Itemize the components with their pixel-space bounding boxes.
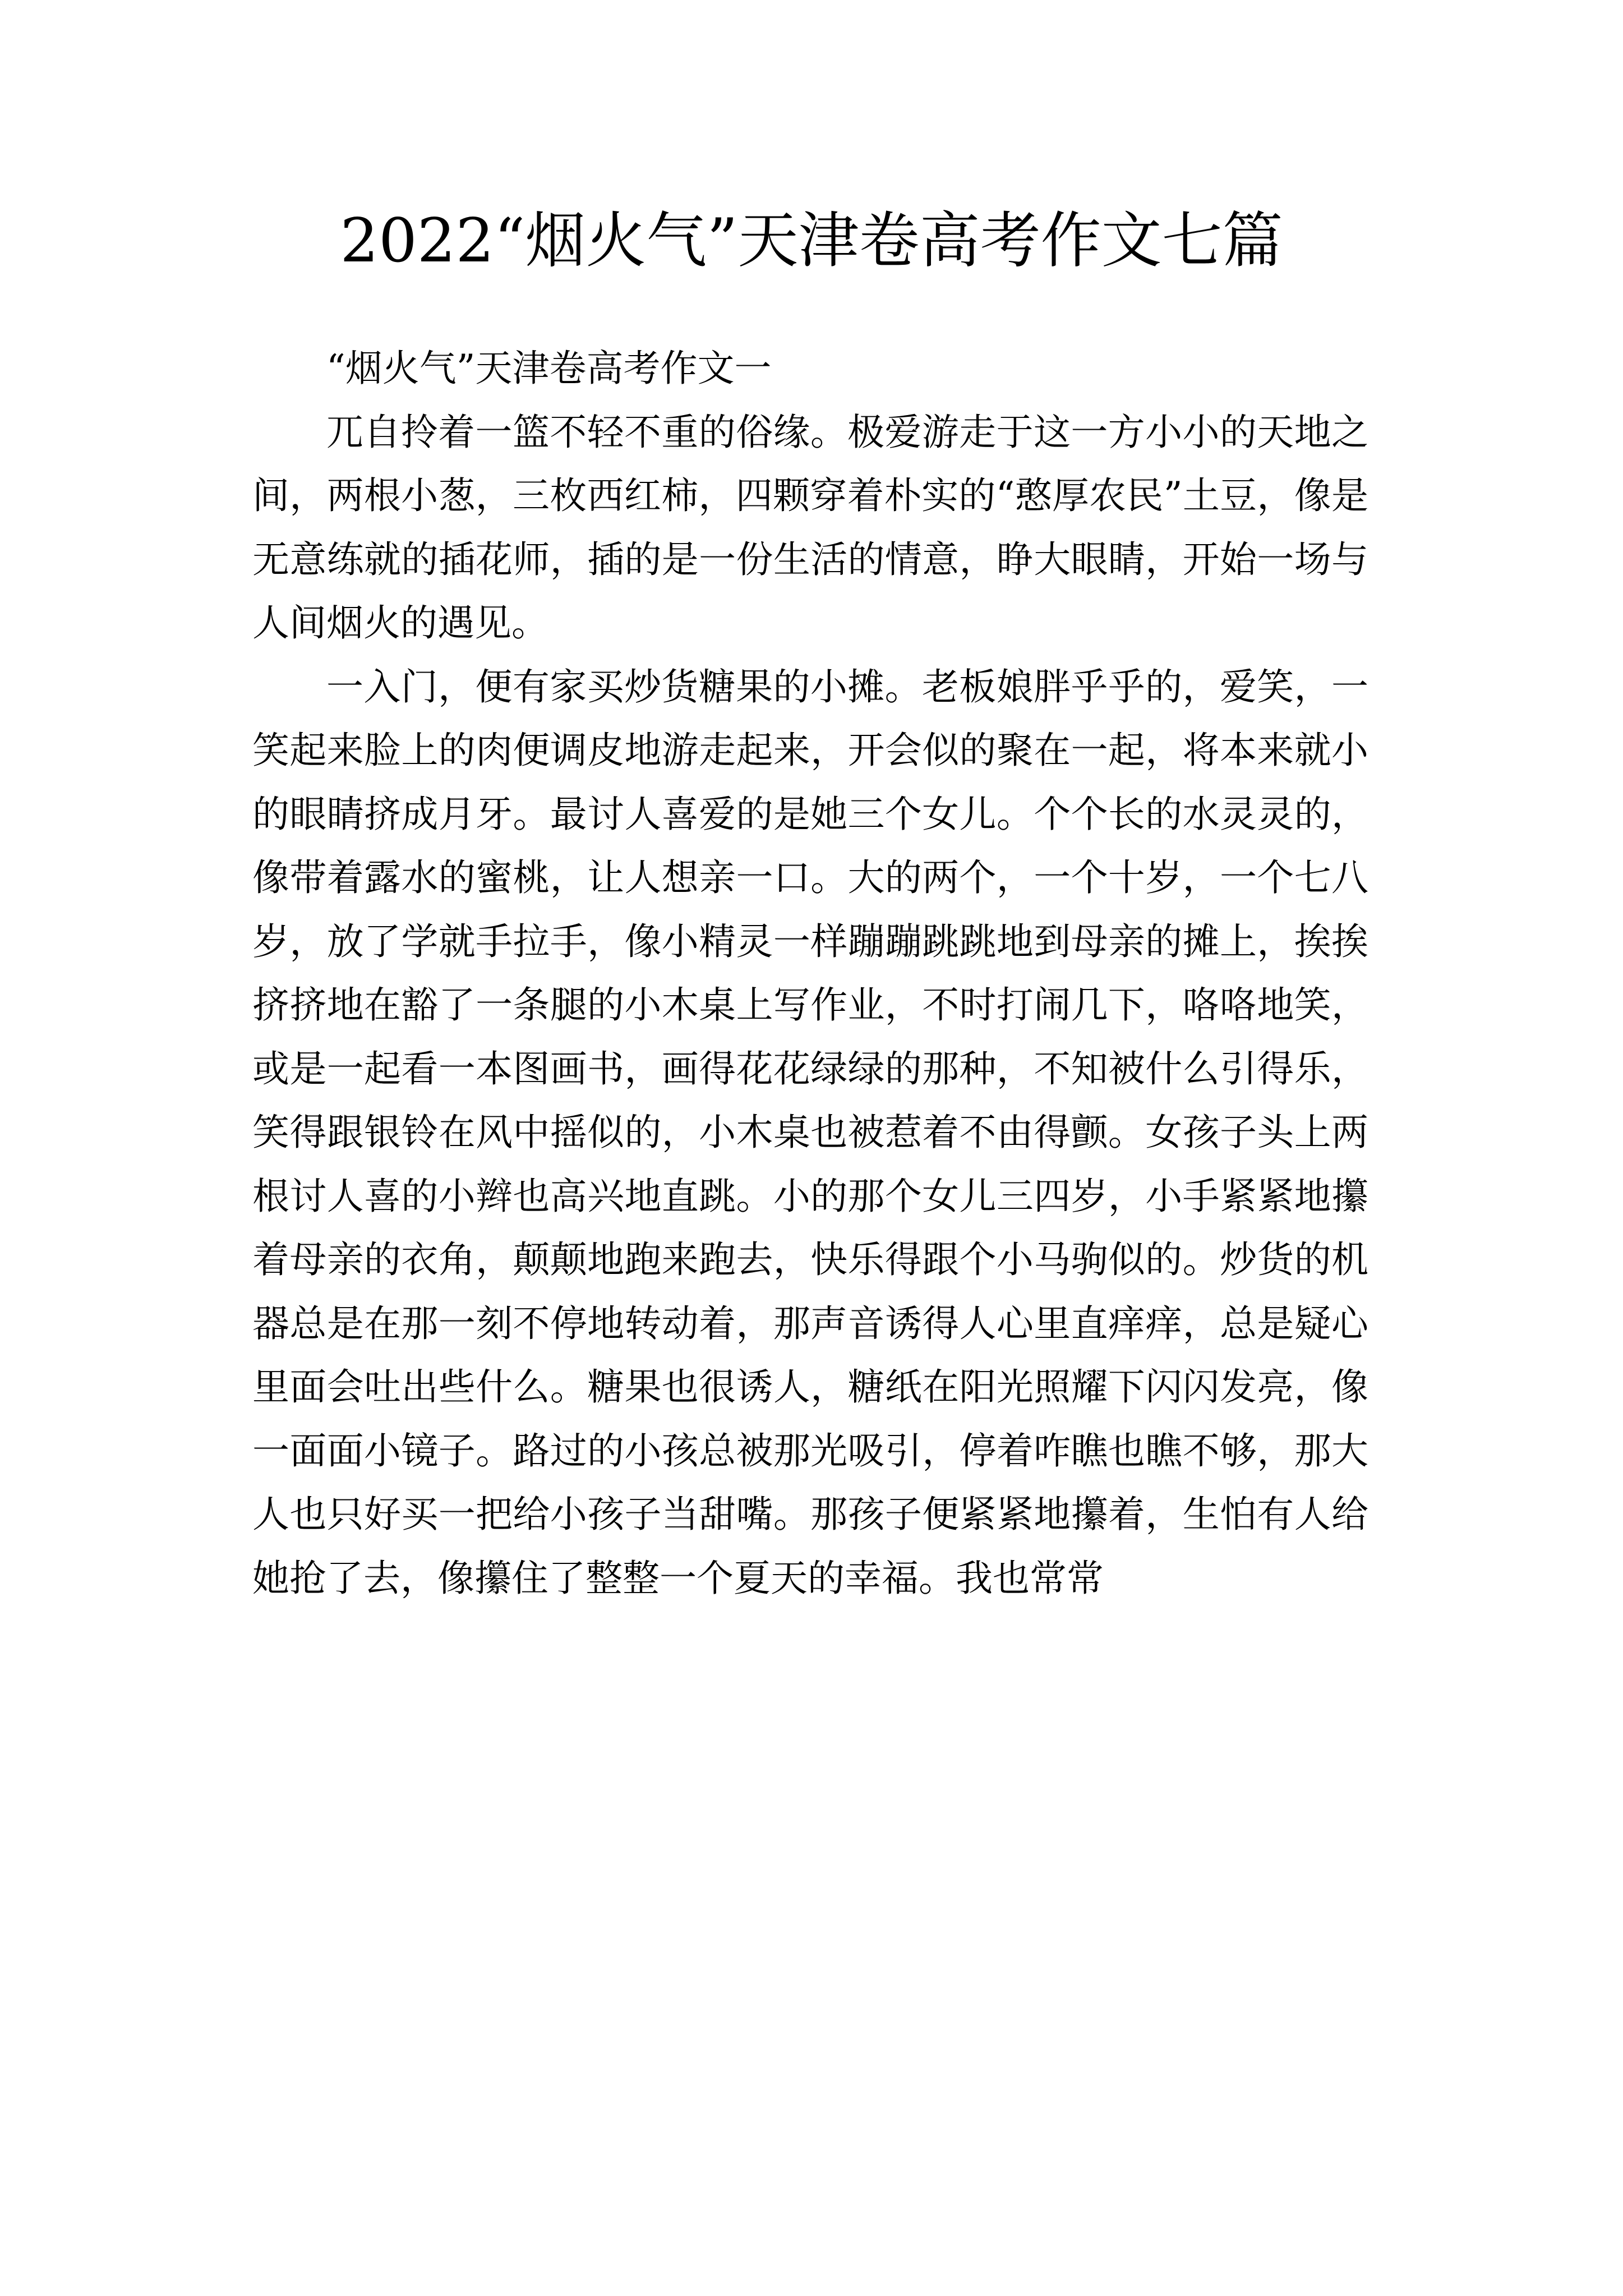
body-paragraph: 兀自拎着一篮不轻不重的俗缘。极爱游走于这一方小小的天地之间，两根小葱，三枚西红柿，四颗穿着朴实的“憨厚农民”土豆，像是无意练就的插花师，插的是一份生活的情意，睁大眼睛，开始一场与人间烟火的遇见。 (252, 410, 1368, 645)
document-title: 2022“烟火气”天津卷高考作文七篇 (340, 206, 1283, 276)
document-body (252, 337, 1368, 1610)
section-heading: “烟火气”天津卷高考作文一 (326, 347, 772, 390)
body-paragraph: 一入门，便有家买炒货糖果的小摊。老板娘胖乎乎的，爱笑，一笑起来脸上的肉便调皮地游走起来，开会似的聚在一起，将本来就小的眼睛挤成月牙。最讨人喜爱的是她三个女儿。个个长的水灵灵的，像带着露水的蜜桃，让人想亲一口。大的两个，一个十岁，一个七八岁，放了学就手拉手，像小精灵一样蹦蹦跳跳地到母亲的摊上，挨挨挤挤地在豁了一条腿的小木桌上写作业，不时打闹几下，咯咯地笑，或是一起看一本图画书，画得花花绿绿的那种，不知被什么引得乐，笑得跟银铃在风中摇似的，小木桌也被惹着不由得颤。女孩子头上两根讨人喜的小辫也高兴地直跳。小的那个女儿三四岁，小手紧紧地攥着母亲的衣角，颠颠地跑来跑去，快乐得跟个小马驹似的。炒货的机器总是在那一刻不停地转动着，那声音诱得人心里直痒痒，总是疑心里面会吐出些什么。糖果也很诱人，糖纸在阳光照耀下闪闪发亮，像一面面小镜子。路过的小孩总被那光吸引，停着咋瞧也瞧不够，那大人也只好买一把给小孩子当甜嘴。那孩子便紧紧地攥着，生怕有人给她抢了去，像攥住了整整一个夏天的幸福。我也常常 (252, 665, 1368, 1600)
